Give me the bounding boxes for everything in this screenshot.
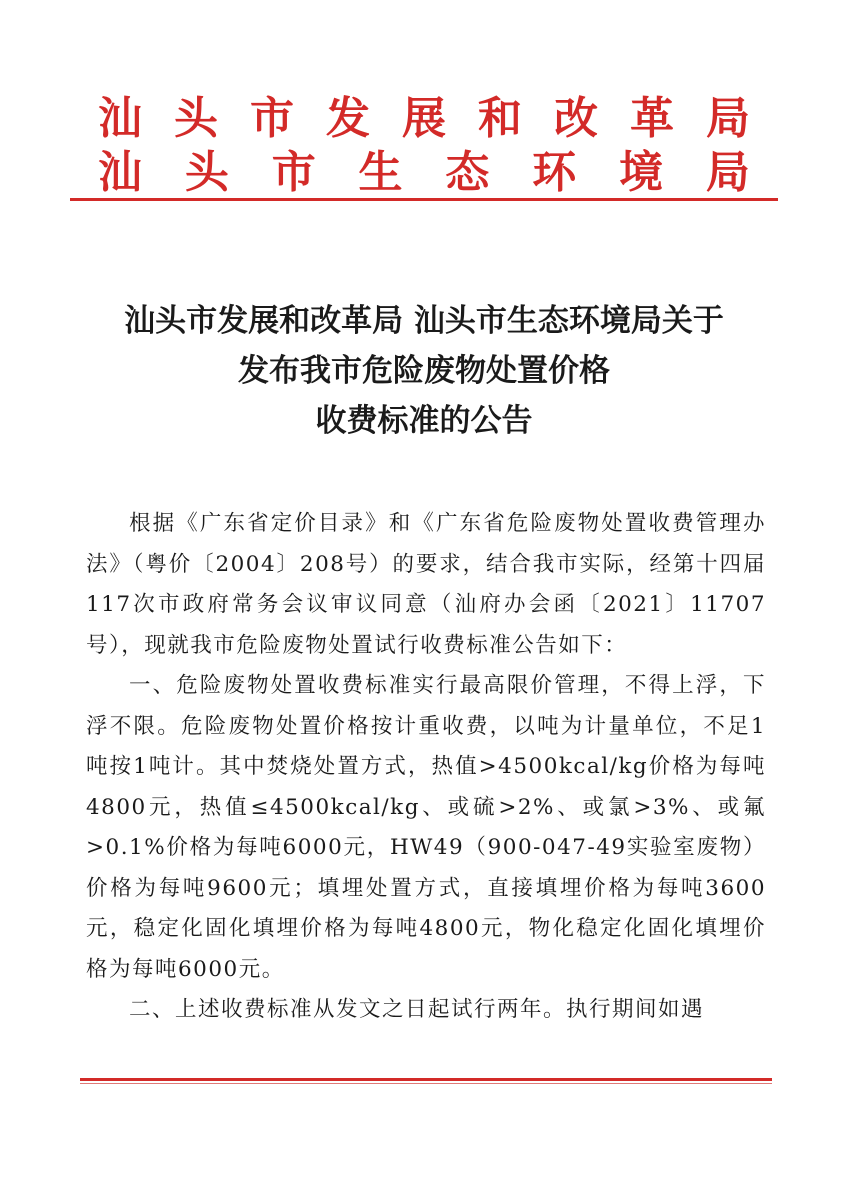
header-line-ecology-environment-bureau [70, 146, 778, 200]
body-paragraph-intro: 根据《广东省定价目录》和《广东省危险废物处置收费管理办法》（粤价〔2004〕208号）的要求，结合我市实际，经第十四届117次市政府常务会议审议同意（汕府办会函〔2021〕11707号），现就我市危险废物处置试行收费标准公告如下： [86, 511, 766, 658]
title-line-2: 发布我市危险废物处置价格 [238, 353, 610, 389]
header-char: 头 [174, 93, 218, 144]
header-char: 局 [705, 147, 750, 198]
header-char: 市 [271, 147, 316, 198]
header-red-rule [70, 198, 778, 201]
issuing-authority-header [70, 92, 778, 200]
document-body [86, 504, 766, 1031]
header-char: 和 [478, 93, 522, 144]
footer-red-rule [80, 1078, 772, 1081]
header-char: 局 [706, 93, 750, 144]
header-char: 汕 [98, 93, 142, 144]
header-char: 境 [619, 147, 664, 198]
header-char: 革 [630, 93, 674, 144]
body-paragraph-item-2: 二、上述收费标准从发文之日起试行两年。执行期间如遇 [129, 997, 705, 1022]
header-char: 发 [326, 93, 370, 144]
header-char: 汕 [98, 147, 142, 198]
title-line-1: 汕头市发展和改革局 汕头市生态环境局关于 [124, 303, 724, 339]
header-char: 环 [532, 147, 577, 198]
header-char: 展 [402, 93, 446, 144]
header-char: 改 [554, 93, 598, 144]
body-paragraph-item-1: 一、危险废物处置收费标准实行最高限价管理，不得上浮，下浮不限。危险废物处置价格按计重收费，以吨为计量单位，不足1吨按1吨计。其中焚烧处置方式，热值>4500kcal/kg价格为每吨4800元，热值≤4500kcal/kg、或硫>2%、或氯>3%、或氟>0.1%价格为每吨6000元，HW49（900-047-49实验室废物）价格为每吨9600元；填埋处置方式，直接填埋价格为每吨3600元，稳定化固化填埋价格为每吨4800元，物化稳定化固化填埋价格为每吨6000元。 [86, 673, 766, 982]
header-char: 态 [445, 147, 490, 198]
header-char: 市 [250, 93, 294, 144]
title-line-3: 收费标准的公告 [315, 403, 533, 439]
document-title [70, 296, 778, 446]
header-line-development-reform-bureau [70, 92, 778, 146]
footer-red-rule-thin [80, 1083, 772, 1084]
header-char: 生 [358, 147, 403, 198]
header-char: 头 [184, 147, 229, 198]
